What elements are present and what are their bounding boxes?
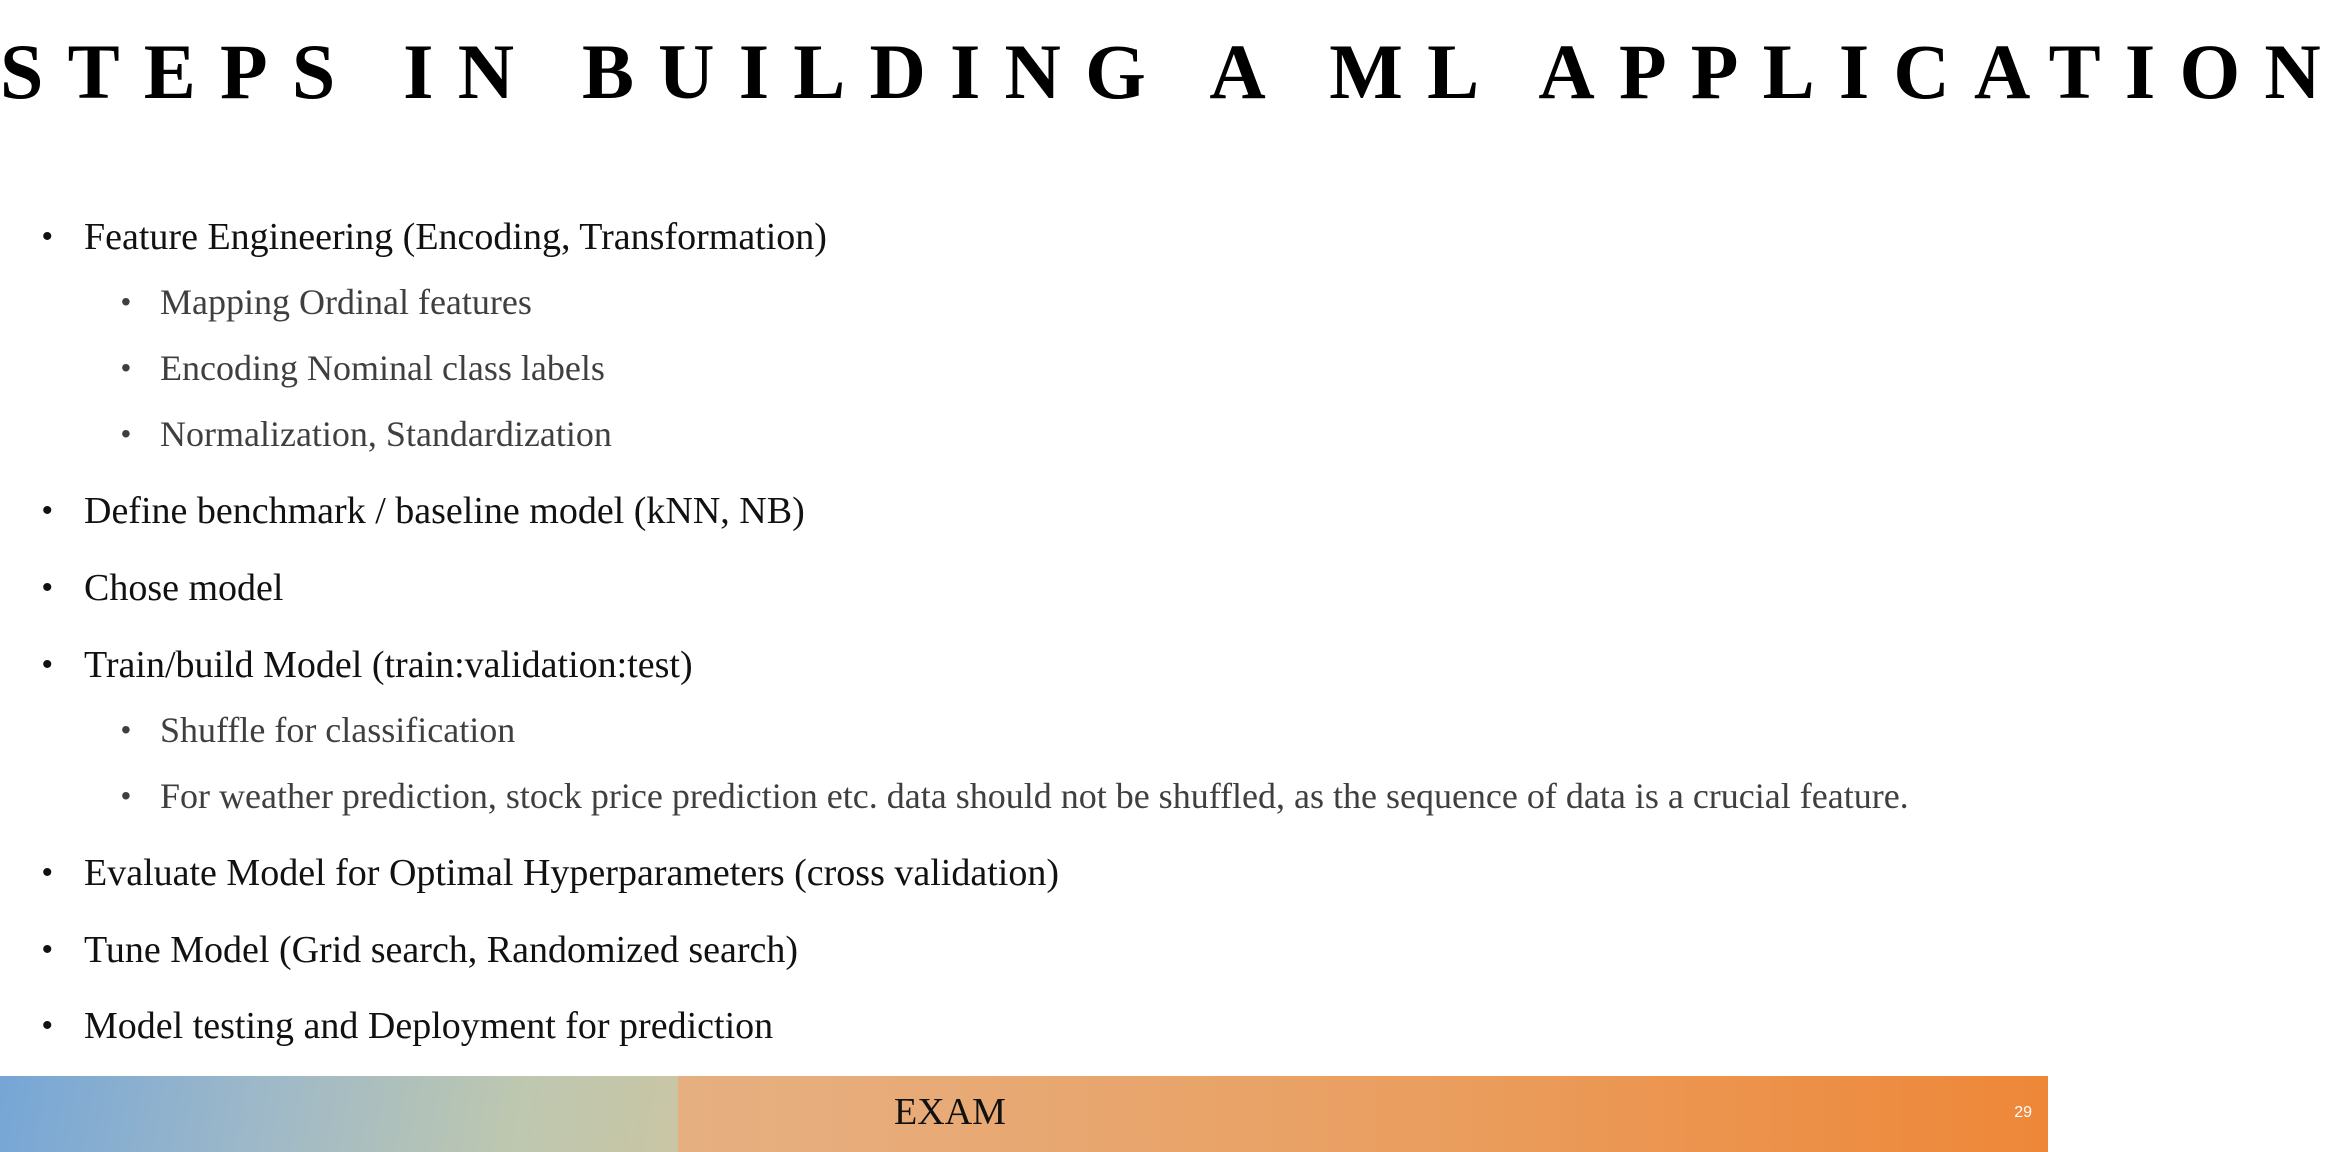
bullet-text: Define benchmark / baseline model (kNN, NB) xyxy=(84,490,805,532)
bullet-dot-icon: • xyxy=(42,571,53,604)
footer-bar xyxy=(0,1076,2048,1152)
bullet-text: Chose model xyxy=(84,567,284,609)
bullet-dot-icon: • xyxy=(121,286,131,317)
bullet-text: Normalization, Standardization xyxy=(160,414,612,454)
bullet-item xyxy=(42,644,693,686)
bullet-text: Encoding Nominal class labels xyxy=(160,348,605,388)
bullet-text: For weather prediction, stock price prediction etc. data should not be shuffled, as the sequence of data is a crucial feature. xyxy=(160,776,1909,816)
page-number: 29 xyxy=(2014,1104,2032,1121)
footer-label: EXAM xyxy=(894,1091,1006,1133)
bullet-item xyxy=(42,852,1059,894)
bullet-dot-icon: • xyxy=(121,714,131,745)
bullet-dot-icon: • xyxy=(121,780,131,811)
bullet-dot-icon: • xyxy=(42,933,53,966)
sub-bullet-item xyxy=(121,282,532,322)
bullet-dot-icon: • xyxy=(42,494,53,527)
bullet-dot-icon: • xyxy=(42,220,53,253)
bullet-dot-icon: • xyxy=(121,352,131,383)
sub-bullet-item xyxy=(121,710,516,750)
sub-bullet-item xyxy=(121,348,605,388)
bullet-item xyxy=(42,216,827,258)
bullet-item xyxy=(42,567,284,609)
sub-bullet-item xyxy=(121,776,1909,816)
bullet-dot-icon: • xyxy=(42,648,53,681)
bullet-dot-icon: • xyxy=(42,856,53,889)
bullet-text: Feature Engineering (Encoding, Transformation) xyxy=(84,216,827,258)
bullet-text: Shuffle for classification xyxy=(160,710,516,750)
sub-bullet-item xyxy=(121,414,612,454)
bullet-item xyxy=(42,1005,774,1047)
bullet-item xyxy=(42,929,799,971)
bullet-text: Evaluate Model for Optimal Hyperparameters (cross validation) xyxy=(84,852,1059,894)
slide-title: STEPS IN BUILDING A ML APPLICATION xyxy=(0,28,2345,115)
bullet-text: Train/build Model (train:validation:test) xyxy=(84,644,693,686)
bullet-text: Model testing and Deployment for prediction xyxy=(84,1005,774,1047)
bullet-text: Tune Model (Grid search, Randomized search) xyxy=(84,929,799,971)
bullet-dot-icon: • xyxy=(121,418,131,449)
bullet-item xyxy=(42,490,805,532)
bullet-dot-icon: • xyxy=(42,1009,53,1042)
bullet-text: Mapping Ordinal features xyxy=(160,282,532,322)
